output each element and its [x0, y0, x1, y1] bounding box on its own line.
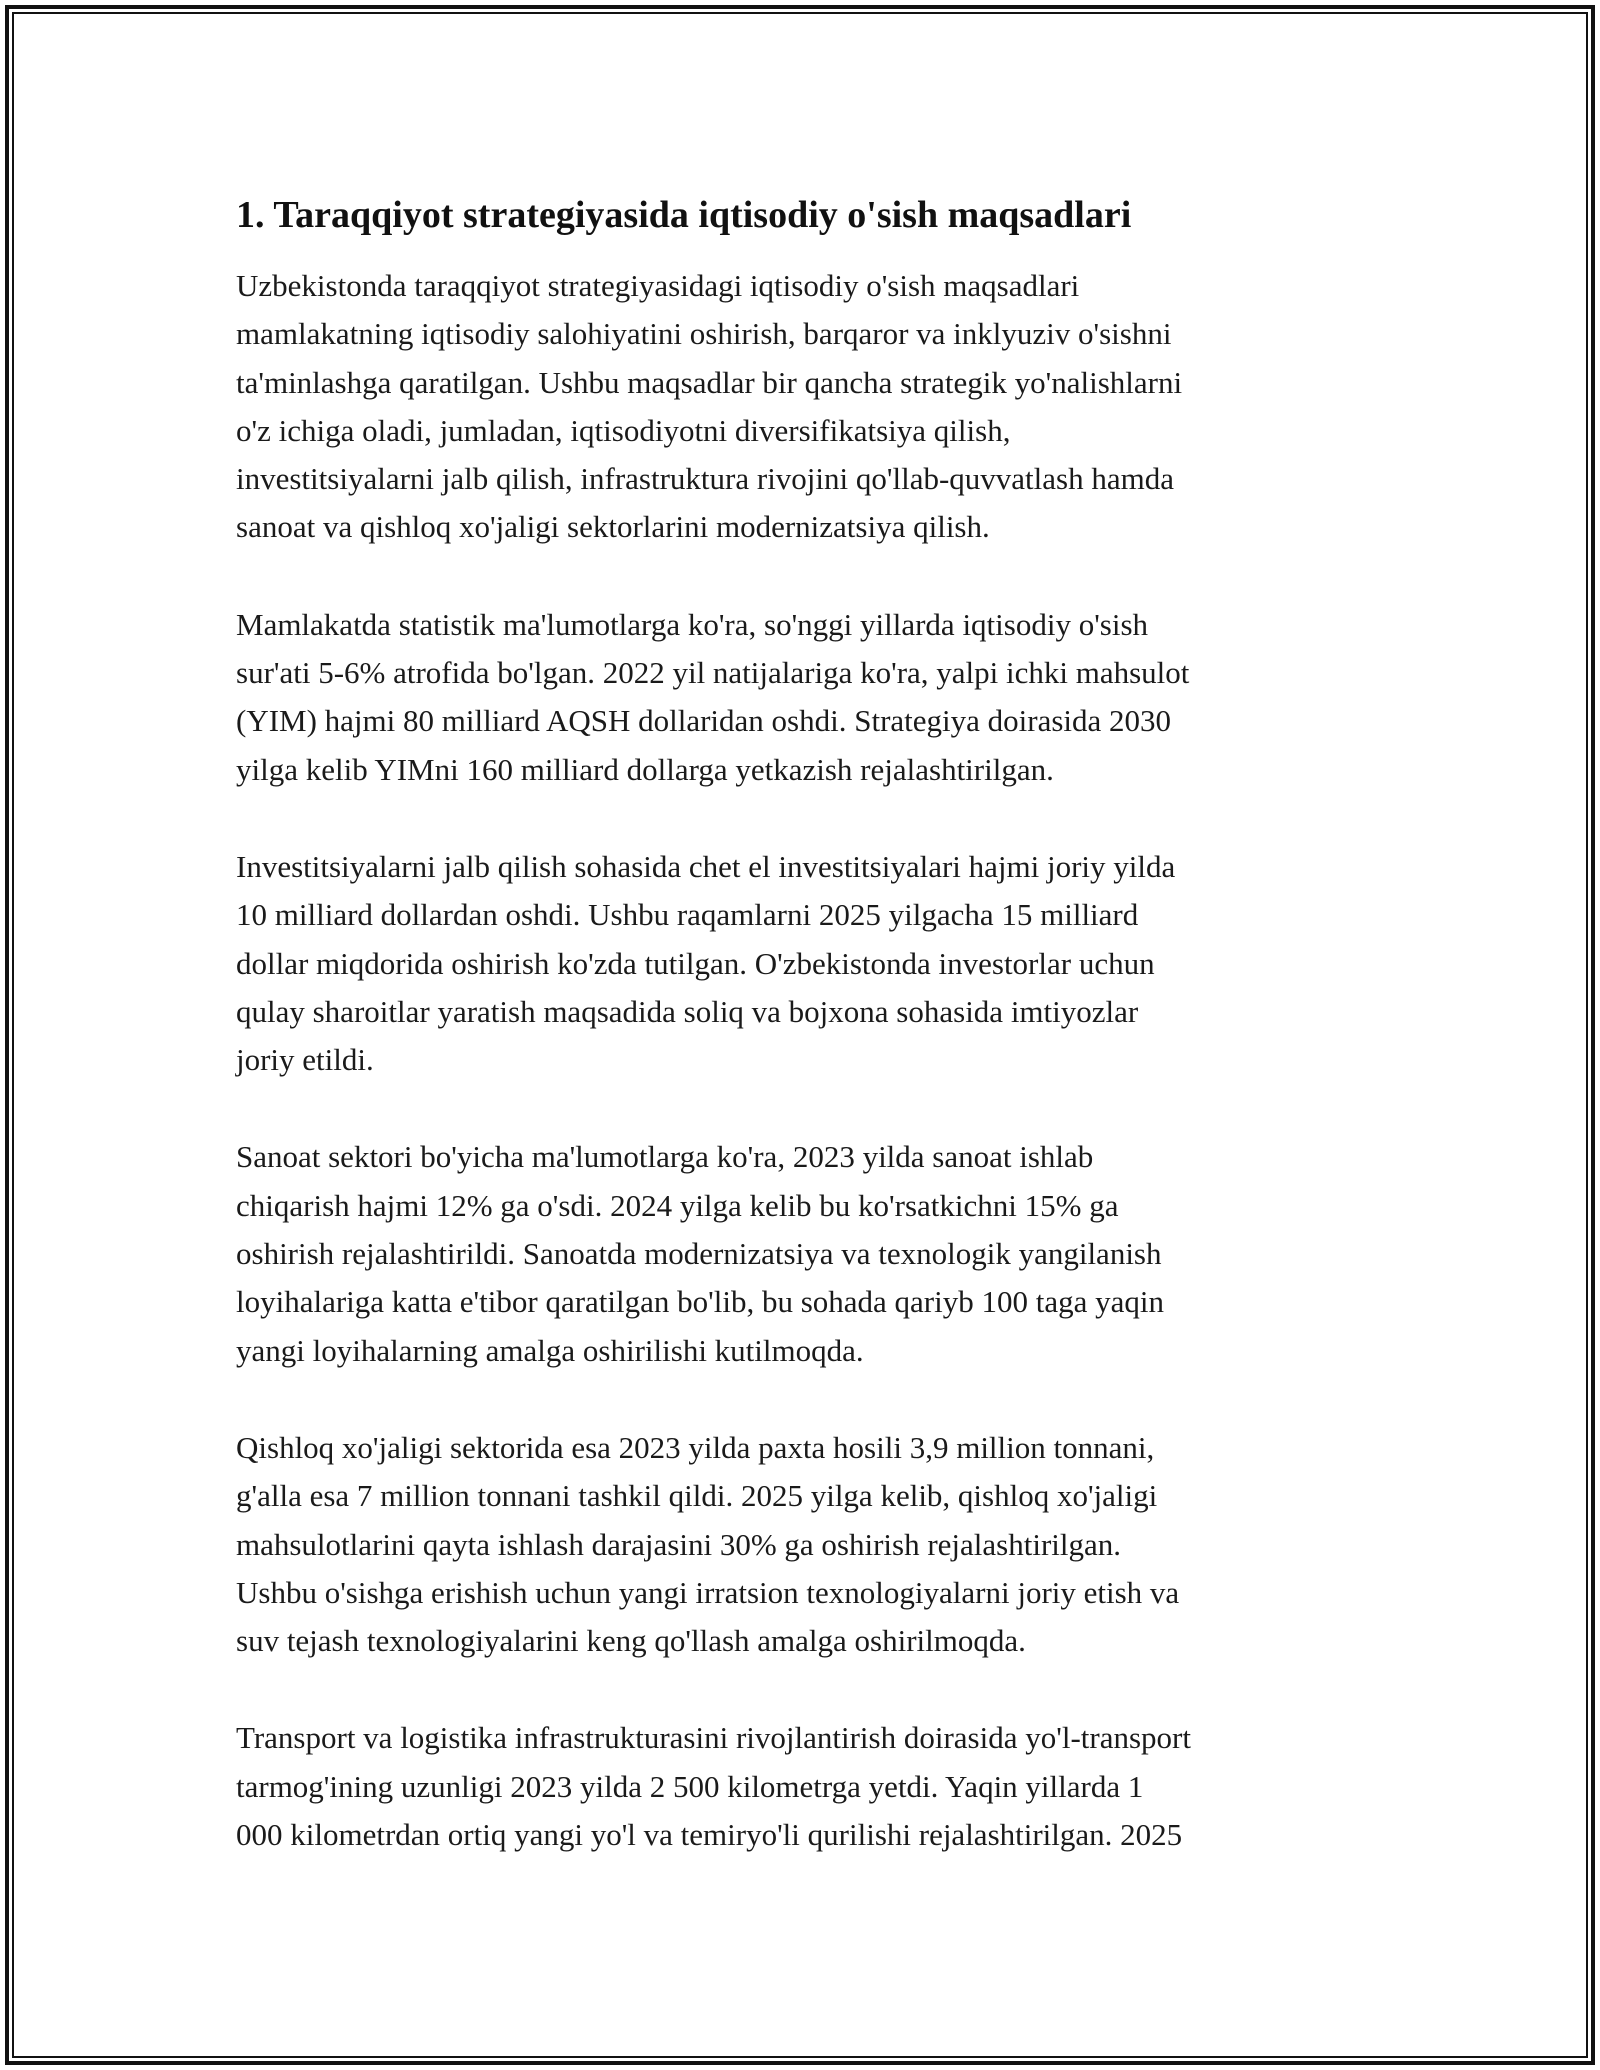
text-line: yangi loyihalarning amalga oshirilishi kutilmoqda.: [236, 1332, 864, 1368]
text-line: yilga kelib YIMni 160 milliard dollarga yetkazish rejalashtirilgan.: [236, 751, 1054, 787]
text-line: Investitsiyalarni jalb qilish sohasida chet el investitsiyalari hajmi joriy yilda: [236, 848, 1176, 884]
paragraph-growth-statistics: [236, 601, 1376, 794]
text-line: loyihalariga katta e'tibor qaratilgan bo'lib, bu sohada qariyb 100 taga yaqin: [236, 1284, 1164, 1320]
text-line: tarmog'ining uzunligi 2023 yilda 2 500 kilometrga yetdi. Yaqin yillarda 1: [236, 1768, 1144, 1804]
text-line: mamlakatning iqtisodiy salohiyatini oshirish, barqaror va inklyuziv o'sishni: [236, 316, 1172, 352]
text-line: (YIM) hajmi 80 milliard AQSH dollaridan oshdi. Strategiya doirasida 2030: [236, 703, 1172, 739]
section-heading: 1. Taraqqiyot strategiyasida iqtisodiy o'sish maqsadlari: [236, 194, 1132, 236]
text-line: 000 kilometrdan ortiq yangi yo'l va temiryo'li qurilishi rejalashtirilgan. 2025: [236, 1817, 1183, 1853]
text-line: ta'minlashga qaratilgan. Ushbu maqsadlar bir qancha strategik yo'nalishlarni: [236, 364, 1183, 400]
text-line: o'z ichiga oladi, jumladan, iqtisodiyotni diversifikatsiya qilish,: [236, 412, 1011, 448]
paragraph-intro: [236, 262, 1376, 552]
paragraph-transport: [236, 1714, 1376, 1859]
text-line: qulay sharoitlar yaratish maqsadida soliq va bojxona sohasida imtiyozlar: [236, 993, 1139, 1029]
text-line: oshirish rejalashtirildi. Sanoatda modernizatsiya va texnologik yangilanish: [236, 1236, 1162, 1272]
document-body: [236, 190, 1376, 1908]
text-line: Ushbu o'sishga erishish uchun yangi irratsion texnologiyalarni joriy etish va: [236, 1574, 1180, 1610]
paragraph-investments: [236, 843, 1376, 1084]
text-line: Sanoat sektori bo'yicha ma'lumotlarga ko'ra, 2023 yilda sanoat ishlab: [236, 1139, 1094, 1175]
text-line: sur'ati 5-6% atrofida bo'lgan. 2022 yil natijalariga ko'ra, yalpi ichki mahsulot: [236, 655, 1190, 691]
text-line: chiqarish hajmi 12% ga o'sdi. 2024 yilga kelib bu ko'rsatkichni 15% ga: [236, 1187, 1119, 1223]
paragraph-industry: [236, 1133, 1376, 1374]
text-line: dollar miqdorida oshirish ko'zda tutilgan. O'zbekistonda investorlar uchun: [236, 945, 1155, 981]
text-line: Qishloq xo'jaligi sektorida esa 2023 yilda paxta hosili 3,9 million tonnani,: [236, 1429, 1155, 1465]
text-line: mahsulotlarini qayta ishlash darajasini 30% ga oshirish rejalashtirilgan.: [236, 1526, 1122, 1562]
text-line: Mamlakatda statistik ma'lumotlarga ko'ra, so'nggi yillarda iqtisodiy o'sish: [236, 606, 1149, 642]
text-line: joriy etildi.: [236, 1042, 374, 1078]
text-line: investitsiyalarni jalb qilish, infrastruktura rivojini qo'llab-quvvatlash hamda: [236, 461, 1174, 497]
text-line: Transport va logistika infrastrukturasini rivojlantirish doirasida yo'l-transport: [236, 1720, 1191, 1756]
text-line: sanoat va qishloq xo'jaligi sektorlarini modernizatsiya qilish.: [236, 509, 990, 545]
text-line: 10 milliard dollardan oshdi. Ushbu raqamlarni 2025 yilgacha 15 milliard: [236, 897, 1139, 933]
text-line: Uzbekistonda taraqqiyot strategiyasidagi iqtisodiy o'sish maqsadlari: [236, 268, 1080, 303]
paragraph-agriculture: [236, 1424, 1376, 1665]
text-line: g'alla esa 7 million tonnani tashkil qildi. 2025 yilga kelib, qishloq xo'jaligi: [236, 1478, 1158, 1514]
text-line: suv tejash texnologiyalarini keng qo'llash amalga oshirilmoqda.: [236, 1623, 1026, 1659]
